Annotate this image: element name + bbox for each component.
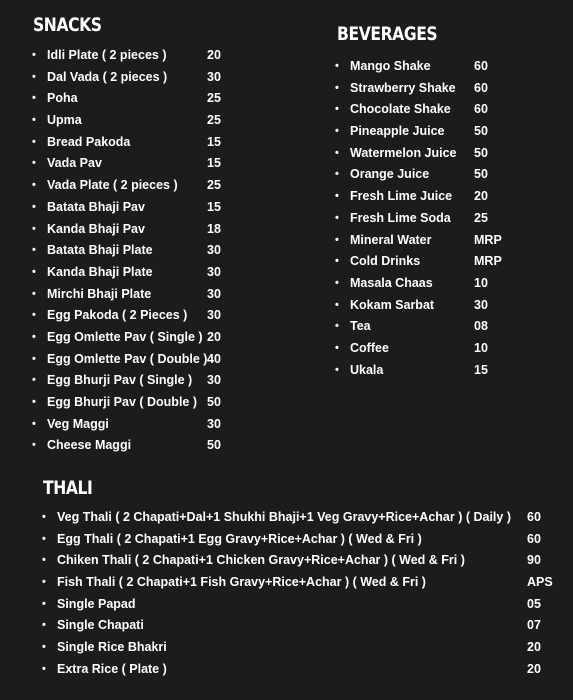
menu-item [350,78,488,100]
menu-item-name: Chocolate Shake [350,102,451,117]
menu-item-name: Batata Bhaji Plate [47,243,153,258]
menu-item [47,88,221,110]
menu-item-name: Coffee [350,340,389,355]
menu-item-name: Fresh Lime Soda [350,210,451,225]
menu-item [350,273,488,295]
snacks-heading: SNACKS [33,14,102,36]
menu-item-price: 30 [207,264,221,279]
menu-item-name: Chiken Thali ( 2 Chapati+1 Chicken Gravy+Rice+Achar ) ( Wed & Fri ) [57,553,465,568]
menu-item-price: 20 [207,329,221,344]
menu-item-name: Kanda Bhaji Plate [47,264,153,279]
menu-item-name: Mango Shake [350,59,431,73]
menu-item [350,143,488,165]
menu-item-price: 20 [207,48,221,62]
menu-item [47,349,221,371]
menu-item-name: Watermelon Juice [350,145,457,160]
menu-item [47,284,221,306]
menu-item-name: Vada Pav [47,156,102,171]
menu-item-price: 30 [207,373,221,388]
menu-item [350,230,502,252]
menu-item-price: 50 [474,145,488,160]
menu-item-price: 30 [207,286,221,301]
menu-item [57,507,541,529]
menu-item-name: Single Chapati [57,618,144,633]
menu-item-price: 50 [474,167,488,182]
beverages-heading: BEVERAGES [337,23,438,45]
menu-item-price: 60 [474,59,488,73]
menu-item [47,414,221,436]
menu-item [47,240,221,262]
menu-item-price: 25 [207,178,221,193]
menu-item-name: Mineral Water [350,232,432,247]
menu-item-price: 50 [207,438,221,453]
menu-item [57,594,541,616]
menu-item-name: Egg Bhurji Pav ( Single ) [47,373,193,388]
menu-item-price: 15 [207,134,221,149]
snacks-list [47,45,221,457]
menu-item-name: Egg Omlette Pav ( Double ) [47,351,208,366]
menu-item-price: 15 [207,156,221,171]
menu-item [350,338,488,360]
menu-item [47,392,221,414]
menu-item-name: Pineapple Juice [350,124,445,139]
menu-item-price: 20 [527,661,541,676]
menu-item [350,251,502,273]
menu-item-price: 10 [474,275,488,290]
menu-item [57,572,553,594]
menu-item-name: Batata Bhaji Pav [47,199,145,214]
menu-item-price: 15 [207,199,221,214]
menu-item [47,175,221,197]
menu-item [47,153,221,175]
menu-item-price: 25 [474,210,488,225]
menu-item-price: 05 [527,596,541,611]
menu-item-price: APS [527,575,553,590]
menu-item [47,327,221,349]
menu-item-price: 60 [527,531,541,546]
menu-item-name: Fresh Lime Juice [350,189,453,204]
menu-item-name: Single Papad [57,596,136,611]
menu-item [350,208,488,230]
menu-item-name: Egg Bhurji Pav ( Double ) [47,395,198,409]
menu-item-name: Dal Vada ( 2 pieces ) [47,69,168,84]
menu-item-price: 60 [474,80,488,95]
menu-item-name: Kokam Sarbat [350,297,435,312]
menu-item-name: Veg Thali ( 2 Chapati+Dal+1 Shukhi Bhaji+1 Veg Gravy+Rice+Achar ) ( Daily ) [57,510,511,524]
menu-item [47,45,221,67]
menu-item-name: Egg Thali ( 2 Chapati+1 Egg Gravy+Rice+Achar ) ( Wed & Fri ) [57,531,422,546]
menu-item-price: 40 [207,351,221,366]
menu-item-name: Single Rice Bhakri [57,640,167,655]
menu-item-name: Egg Pakoda ( 2 Pieces ) [47,308,188,323]
menu-item [57,615,541,637]
menu-item-name: Kanda Bhaji Pav [47,221,145,236]
menu-item-price: 60 [474,102,488,117]
menu-item [350,121,488,143]
menu-item-price: 90 [527,553,541,568]
menu-item-price: 30 [474,297,488,312]
snacks-section [33,13,221,453]
menu-item-price: 30 [207,416,221,431]
thali-section [43,476,553,676]
thali-list [57,507,553,681]
menu-item-price: 50 [474,124,488,139]
menu-item [47,67,221,89]
menu-item-name: Masala Chaas [350,275,433,290]
menu-item-name: Bread Pakoda [47,134,131,149]
menu-item [47,132,221,154]
beverages-list [350,56,502,381]
menu-item-name: Fish Thali ( 2 Chapati+1 Fish Gravy+Rice+Achar ) ( Wed & Fri ) [57,575,426,590]
menu-item [47,219,221,241]
menu-item [57,637,541,659]
menu-item-name: Vada Plate ( 2 pieces ) [47,178,178,193]
menu-item-name: Cheese Maggi [47,438,132,453]
menu-item [350,99,488,121]
menu-item [47,370,221,392]
menu-item [350,295,488,317]
menu-item [350,360,488,382]
menu-item [47,262,221,284]
menu-item-price: 20 [527,640,541,655]
menu-item [350,316,488,338]
menu-item-name: Ukala [350,362,384,377]
menu-item-price: 10 [474,340,488,355]
menu-item [350,164,488,186]
menu-item-name: Idli Plate ( 2 pieces ) [47,48,167,62]
menu-item-price: 25 [207,113,221,128]
menu-item-price: 15 [474,362,488,377]
menu-item [57,550,541,572]
menu-item-price: 20 [474,189,488,204]
menu-item-name: Mirchi Bhaji Plate [47,286,152,301]
menu-item-price: 60 [527,510,541,524]
menu-item-name: Egg Omlette Pav ( Single ) [47,329,203,344]
beverages-section [337,22,502,377]
menu-item [57,659,541,681]
menu-item-name: Extra Rice ( Plate ) [57,661,167,676]
menu-item-name: Strawberry Shake [350,80,456,95]
menu-item-price: 30 [207,308,221,323]
menu-item [47,110,221,132]
menu-item-price: 30 [207,243,221,258]
menu-item-name: Upma [47,113,82,128]
menu-item [47,305,221,327]
menu-item-name: Poha [47,91,78,106]
menu-item-price: MRP [474,232,502,247]
menu-item [350,56,488,78]
thali-heading: THALI [43,477,93,499]
menu-item-name: Veg Maggi [47,416,109,431]
menu-item-price: 18 [207,221,221,236]
menu-item-price: 08 [474,319,488,334]
menu-item-price: 50 [207,395,221,409]
menu-item [47,435,221,457]
menu-item-price: 25 [207,91,221,106]
menu-item-name: Orange Juice [350,167,430,182]
menu-item-price: 07 [527,618,541,633]
menu-item [350,186,488,208]
menu-item [57,529,541,551]
menu-item [47,197,221,219]
menu-item-name: Cold Drinks [350,254,421,269]
menu-item-price: MRP [474,254,502,269]
menu-item-name: Tea [350,319,371,334]
menu-item-price: 30 [207,69,221,84]
